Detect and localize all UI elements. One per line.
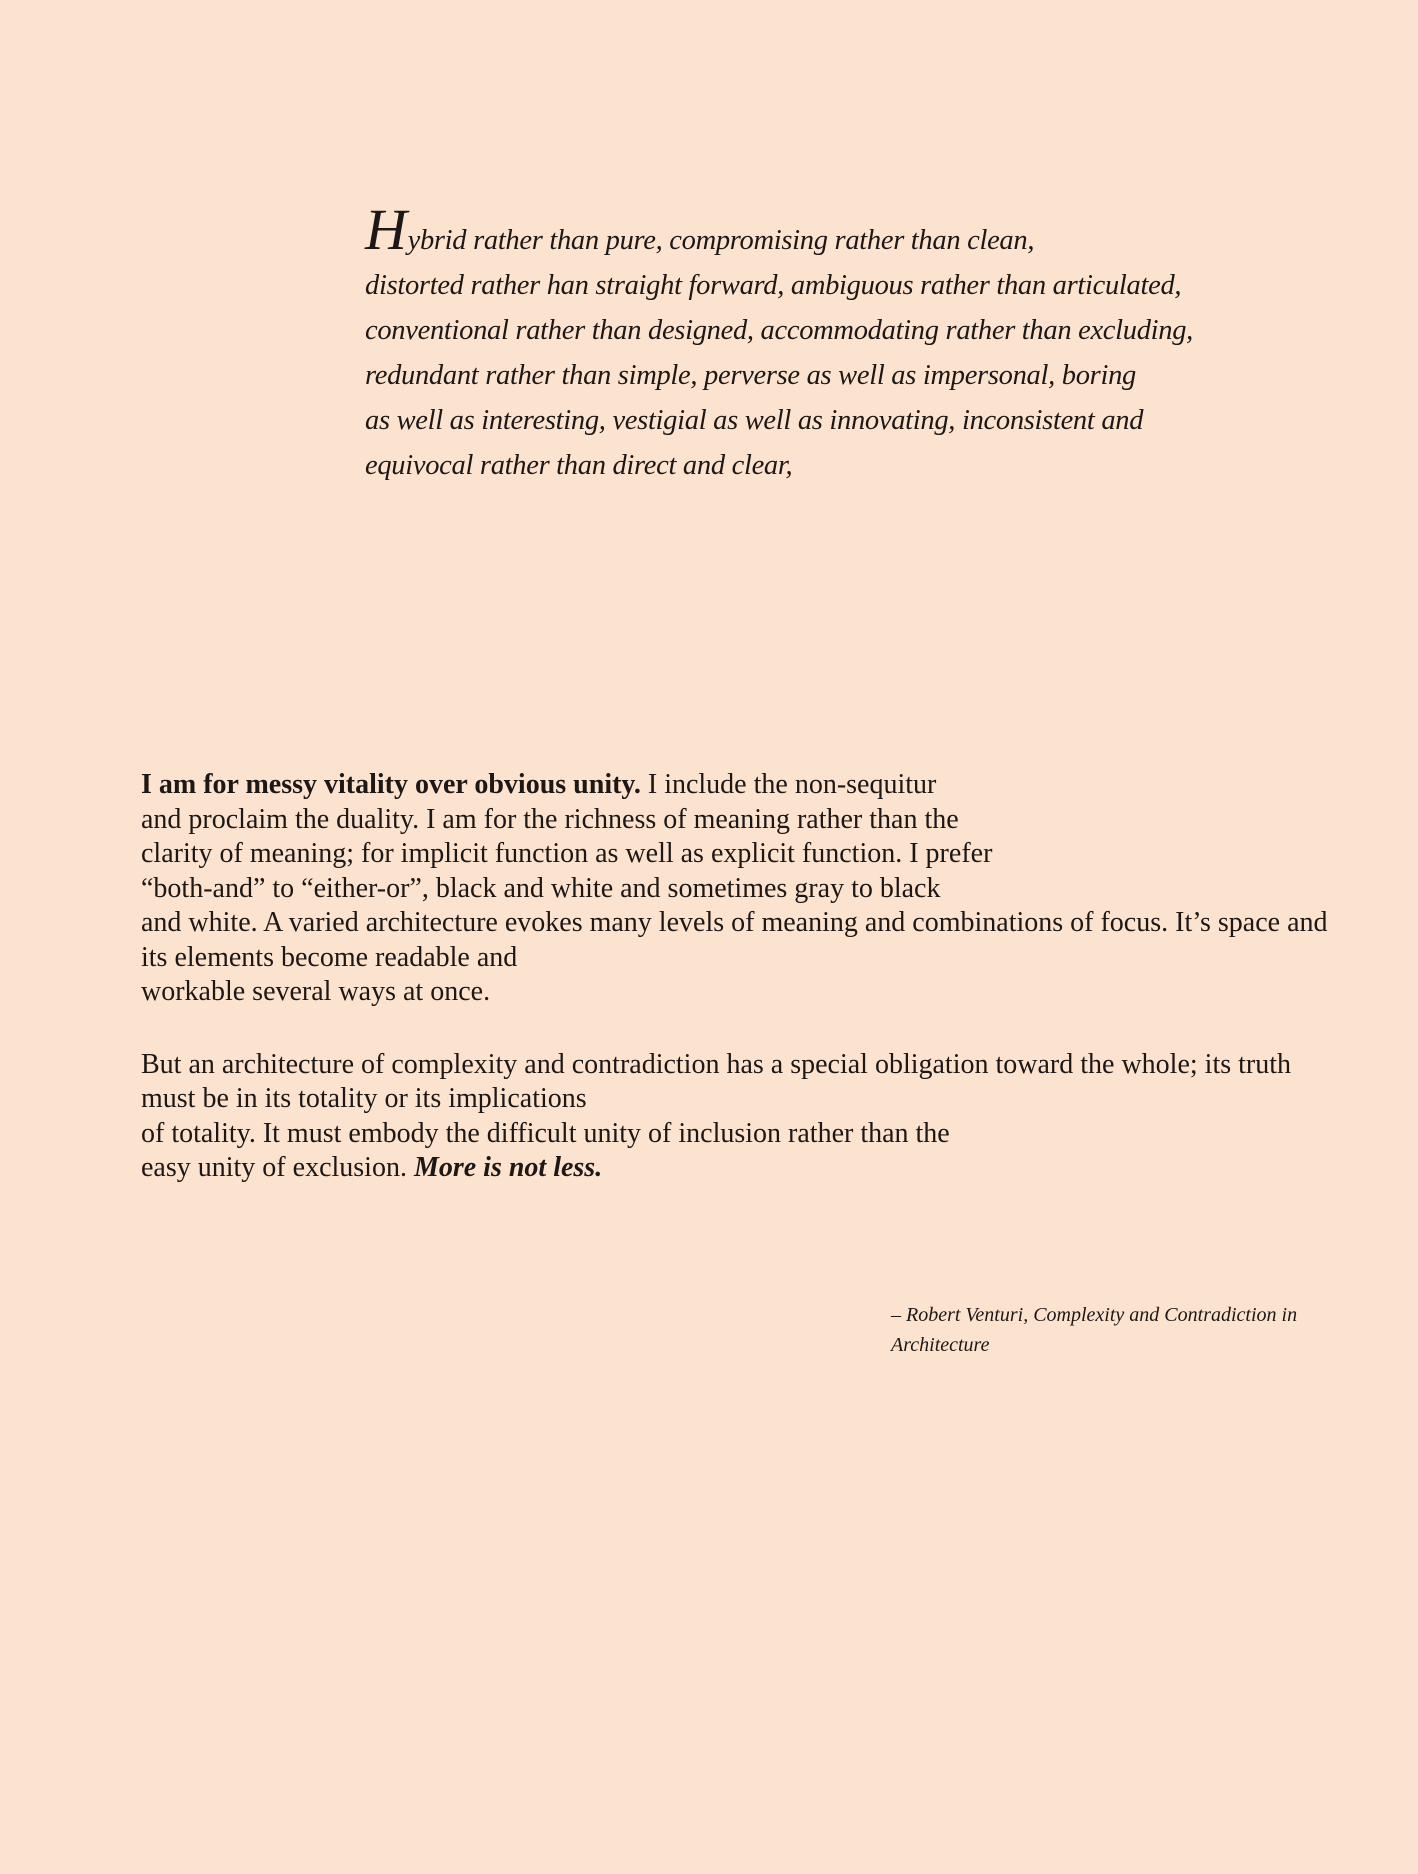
quote-line-text: ybrid rather than pure, compromising rather than clean, [407, 225, 1035, 256]
paragraph-1 [141, 768, 1361, 1010]
body-line: of totality. It must embody the difficult unity of inclusion rather than the [141, 1117, 950, 1149]
body-line [141, 768, 1361, 803]
body-line: workable several ways at once. [141, 976, 491, 1007]
attribution-line: Architecture [891, 1334, 990, 1356]
paragraph-2 [141, 1048, 1361, 1186]
body-line [141, 1151, 1361, 1186]
body-line: clarity of meaning; for implicit function as well as explicit function. I prefer [141, 838, 993, 869]
body-line: and proclaim the duality. I am for the richness of meaning rather than the [141, 803, 959, 835]
body-line: But an architecture of complexity and contradiction has a special obligation toward the whole; its truth [141, 1048, 1291, 1080]
body-line-text: I include the non-sequitur [640, 769, 937, 800]
lead-statement: I am for messy vitality over obvious unity. [141, 769, 641, 800]
quote-line: redundant rather than simple, perverse as well as impersonal, boring [365, 360, 1136, 391]
closing-emphasis: More is not less. [413, 1152, 603, 1183]
quote-line [365, 197, 1225, 263]
attribution [891, 1300, 1351, 1360]
body-line: and white. A varied architecture evokes many levels of meaning and combinations of focus. It’s space and [141, 907, 1328, 938]
body-line-text: easy unity of exclusion. [141, 1152, 414, 1183]
quote-line: distorted rather han straight forward, ambiguous rather than articulated, [365, 270, 1182, 301]
drop-cap: H [365, 197, 407, 262]
body-line: must be in its totality or its implications [141, 1083, 587, 1114]
quote-line: conventional rather than designed, accommodating rather than excluding, [365, 315, 1194, 346]
body-line: “both-and” to “either-or”, black and white and sometimes gray to black [141, 872, 941, 904]
opening-quote [365, 197, 1225, 488]
body-line: its elements become readable and [141, 941, 518, 973]
attribution-line: – Robert Venturi, Complexity and Contradiction in [891, 1304, 1298, 1326]
quote-line: equivocal rather than direct and clear, [365, 450, 793, 481]
paragraph-gap [141, 1010, 1361, 1048]
body-text [141, 768, 1361, 1186]
quote-line: as well as interesting, vestigial as well as innovating, inconsistent and [365, 405, 1144, 436]
